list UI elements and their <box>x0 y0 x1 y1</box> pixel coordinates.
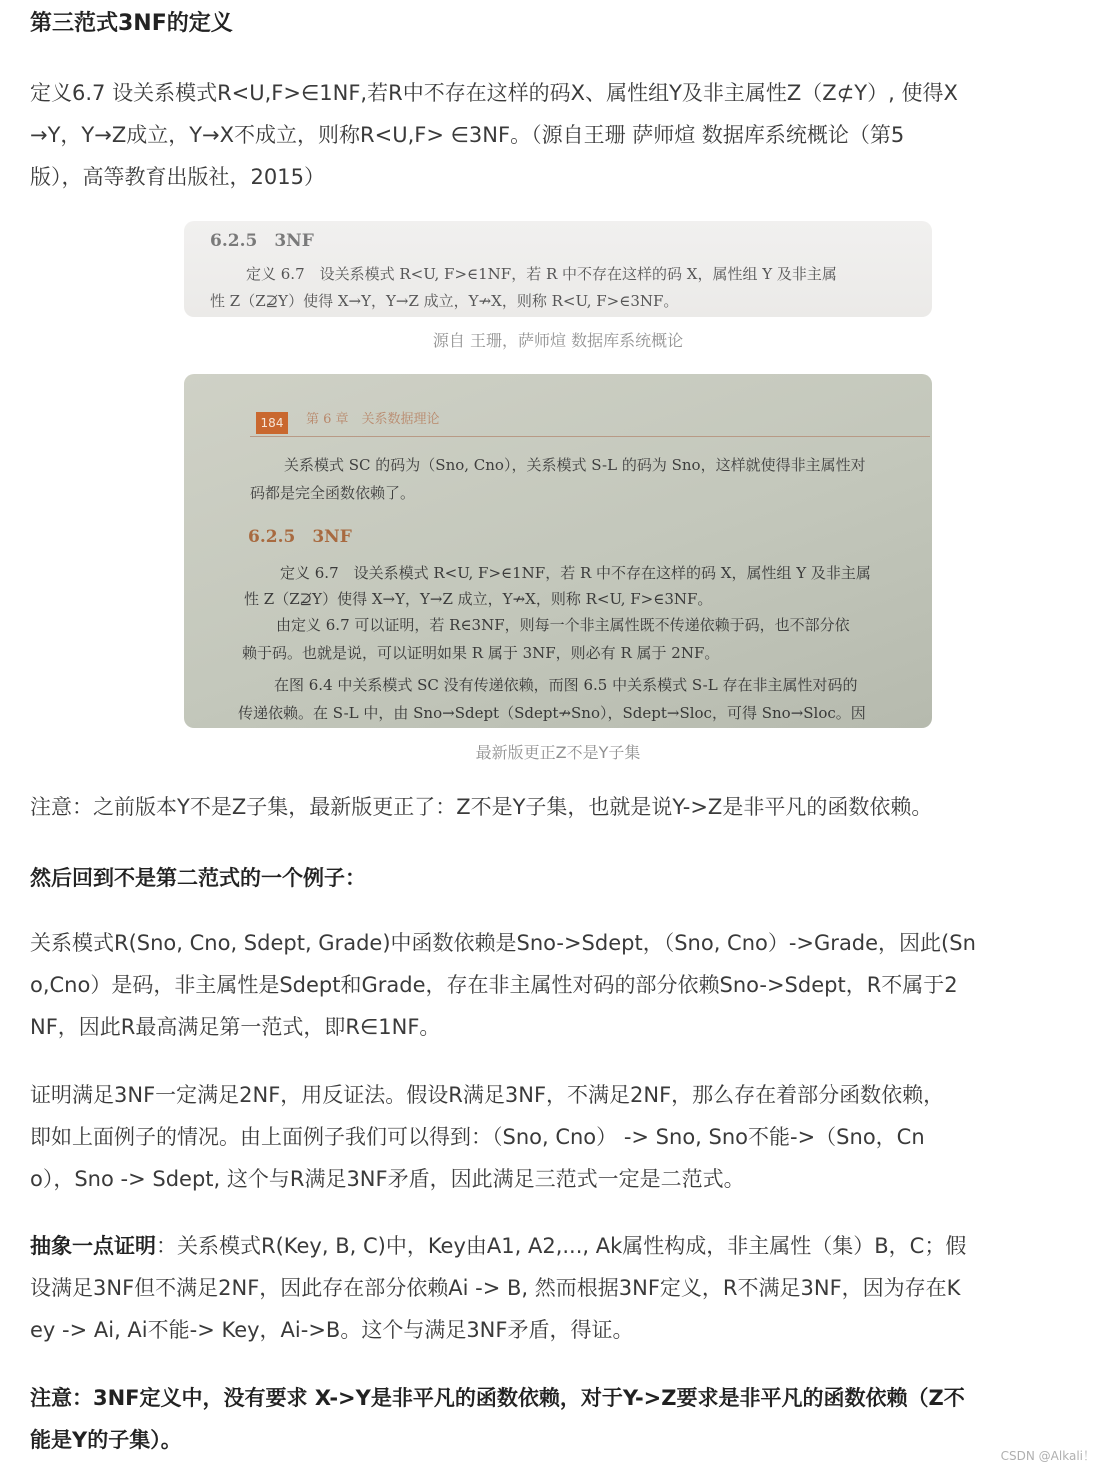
proof-line-3: o），Sno -> Sdept, 这个与R满足3NF矛盾，因此满足三范式一定是二范式。 <box>30 1167 745 1191</box>
header-rule <box>250 436 930 437</box>
excerpt-section-number: 6.2.5 3NF <box>210 231 314 251</box>
final-note-line-1: 注意：3NF定义中，没有要求 X->Y是非平凡的函数依赖，对于Y->Z要求是非平凡的函数依赖（Z不 <box>30 1386 965 1410</box>
page-line-5: 性 Z（Z⊉Y）使得 X→Y，Y→Z 成立，Y↛X，则称 R<U, F>∈3NF。 <box>244 590 713 608</box>
note-paragraph: 注意：之前版本Y不是Z子集，最新版更正了：Z不是Y子集，也就是说Y->Z是非平凡的函数依赖。 <box>30 795 933 819</box>
page-line-8: 在图 6.4 中关系模式 SC 没有传递依赖，而图 6.5 中关系模式 S-L 存在非主属性对码的 <box>274 676 858 694</box>
proof-paragraph <box>30 1074 1086 1200</box>
abstract-proof-label: 抽象一点证明 <box>30 1234 156 1258</box>
definition-line-3: 版），高等教育出版社，2015） <box>30 165 325 189</box>
page-line-2: 码都是完全函数依赖了。 <box>250 484 416 502</box>
page-line-9: 传递依赖。在 S-L 中，由 Sno→Sdept（Sdept↛Sno），Sdept→Sloc，可得 Sno→Sloc。因 <box>238 704 866 722</box>
page-number-badge: 184 <box>256 412 288 434</box>
example-paragraph <box>30 922 1086 1048</box>
figure2-caption: 最新版更正Z不是Y子集 <box>475 743 641 762</box>
page-section-title: 6.2.5 3NF <box>248 527 352 547</box>
article-title: 第三范式3NF的定义 <box>30 11 233 36</box>
example-line-2: o,Cno）是码，非主属性是Sdept和Grade，存在非主属性对码的部分依赖Sno->Sdept，R不属于2 <box>30 973 958 997</box>
example-line-1: 关系模式R(Sno, Cno, Sdept, Grade)中函数依赖是Sno->Sdept，（Sno, Cno）->Grade，因此(Sn <box>30 931 976 955</box>
example-line-3: NF，因此R最高满足第一范式，即R∈1NF。 <box>30 1015 441 1039</box>
abstract-line-3: ey -> Ai, Ai不能-> Key，Ai->B。这个与满足3NF矛盾，得证。 <box>30 1318 634 1342</box>
page-line-1: 关系模式 SC 的码为（Sno, Cno），关系模式 S-L 的码为 Sno，这样就使得非主属性对 <box>284 456 866 474</box>
abstract-line-1-text: ：关系模式R(Key, B, C)中，Key由A1, A2,..., Ak属性构成，非主属性（集）B，C；假 <box>156 1234 967 1258</box>
excerpt-line-1: 定义 6.7 设关系模式 R<U, F>∈1NF，若 R 中不存在这样的码 X，属性组 Y 及非主属 <box>246 265 837 283</box>
final-note-line-2: 能是Y的子集）。 <box>30 1428 182 1452</box>
chapter-header: 第 6 章 关系数据理论 <box>306 412 440 427</box>
figure1-caption: 源自 王珊，萨师煊 数据库系统概论 <box>432 331 684 350</box>
section-heading-example: 然后回到不是第二范式的一个例子： <box>30 866 366 890</box>
textbook-excerpt-image <box>184 221 932 317</box>
proof-line-2: 即如上面例子的情况。由上面例子我们可以得到：（Sno, Cno） -> Sno, Sno不能->（Sno，Cn <box>30 1125 925 1149</box>
page-line-4: 定义 6.7 设关系模式 R<U, F>∈1NF，若 R 中不存在这样的码 X，属性组 Y 及非主属 <box>280 564 871 582</box>
page-line-7: 赖于码。也就是说，可以证明如果 R 属于 3NF，则必有 R 属于 2NF。 <box>242 644 720 662</box>
abstract-line-2: 设满足3NF但不满足2NF，因此存在部分依赖Ai -> B, 然而根据3NF定义，R不满足3NF，因为存在K <box>30 1276 961 1300</box>
textbook-page-photo <box>184 374 932 728</box>
definition-paragraph <box>30 72 1086 198</box>
definition-line-1: 定义6.7 设关系模式R<U,F>∈1NF,若R中不存在这样的码X、属性组Y及非主属性Z（Z⊄Y）, 使得X <box>30 81 958 105</box>
definition-line-2: →Y，Y→Z成立，Y→X不成立，则称R<U,F> ∈3NF。（源自王珊 萨师煊 数据库系统概论（第5 <box>30 123 905 147</box>
abstract-proof-paragraph <box>30 1225 1086 1351</box>
page-line-6: 由定义 6.7 可以证明，若 R∈3NF，则每一个非主属性既不传递依赖于码，也不部分依 <box>276 616 850 634</box>
proof-line-1: 证明满足3NF一定满足2NF，用反证法。假设R满足3NF，不满足2NF，那么存在着部分函数依赖， <box>30 1083 945 1107</box>
csdn-watermark: CSDN @Alkali！ <box>1000 1449 1095 1463</box>
excerpt-line-2: 性 Z（Z⊉Y）使得 X→Y，Y→Z 成立，Y↛X，则称 R<U, F>∈3NF。 <box>210 292 679 310</box>
final-note-paragraph <box>30 1377 1086 1461</box>
abstract-line-1 <box>30 1225 1086 1267</box>
